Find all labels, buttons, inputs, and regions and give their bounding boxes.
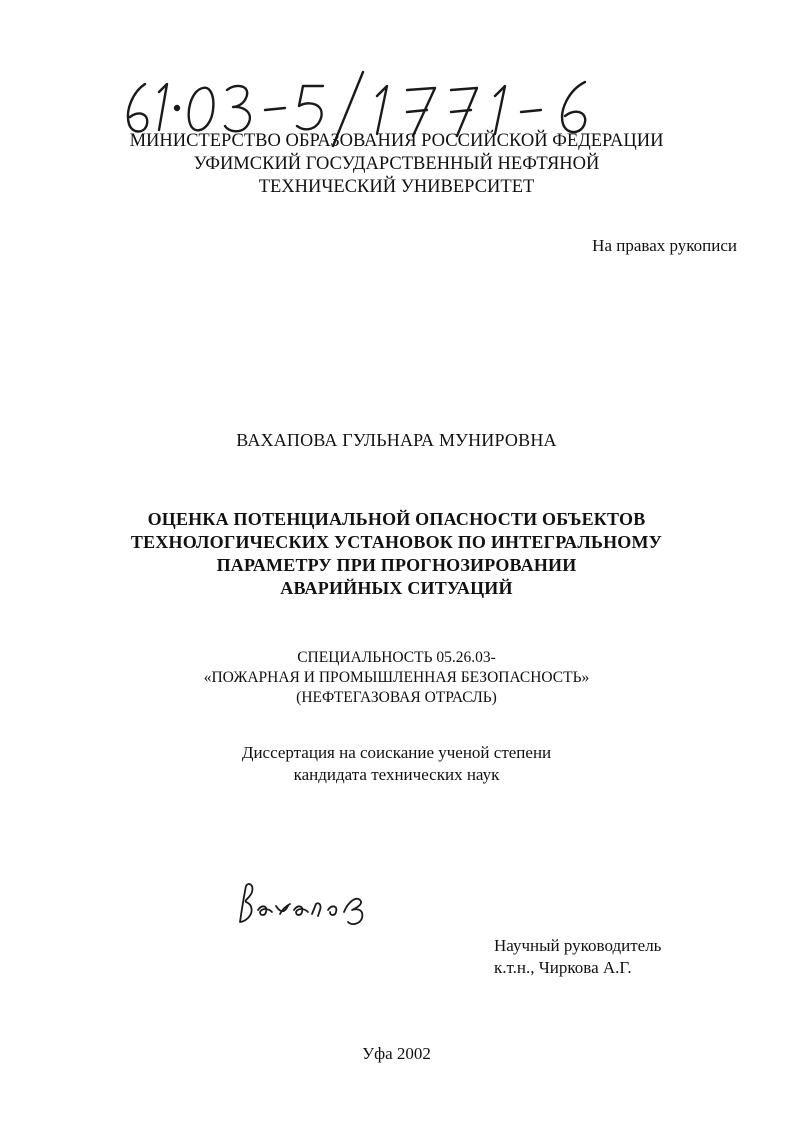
ministry-line-1: МИНИСТЕРСТВО ОБРАЗОВАНИЯ РОССИЙСКОЙ ФЕДЕРАЦИИ bbox=[129, 131, 664, 151]
title-line-2: ТЕХНОЛОГИЧЕСКИХ УСТАНОВОК ПО ИНТЕГРАЛЬНОМУ bbox=[130, 532, 663, 552]
manuscript-note: На правах рукописи bbox=[592, 236, 737, 255]
dissertation-line-1: Диссертация на соискание ученой степени bbox=[241, 743, 552, 762]
dissertation-line-2: кандидата технических наук bbox=[293, 765, 500, 784]
specialty-line-3: (НЕФТЕГАЗОВАЯ ОТРАСЛЬ) bbox=[296, 689, 497, 706]
author-signature bbox=[232, 878, 382, 928]
title-line-1: ОЦЕНКА ПОТЕНЦИАЛЬНОЙ ОПАСНОСТИ ОБЪЕКТОВ bbox=[147, 509, 646, 529]
author-name: ВАХАПОВА ГУЛЬНАРА МУНИРОВНА bbox=[236, 430, 557, 450]
title-line-4: АВАРИЙНЫХ СИТУАЦИЙ bbox=[280, 578, 513, 598]
ministry-line-3: ТЕХНИЧЕСКИЙ УНИВЕРСИТЕТ bbox=[258, 177, 535, 197]
supervisor-name: к.т.н., Чиркова А.Г. bbox=[494, 958, 632, 977]
specialty-line-1: СПЕЦИАЛЬНОСТЬ 05.26.03- bbox=[297, 649, 496, 666]
city-year: Уфа 2002 bbox=[362, 1044, 431, 1063]
ministry-line-2: УФИМСКИЙ ГОСУДАРСТВЕННЫЙ НЕФТЯНОЙ bbox=[193, 154, 600, 174]
supervisor-label: Научный руководитель bbox=[494, 936, 662, 955]
specialty-line-2: «ПОЖАРНАЯ И ПРОМЫШЛЕННАЯ БЕЗОПАСНОСТЬ» bbox=[203, 669, 590, 686]
title-line-3: ПАРАМЕТРУ ПРИ ПРОГНОЗИРОВАНИИ bbox=[216, 555, 577, 575]
